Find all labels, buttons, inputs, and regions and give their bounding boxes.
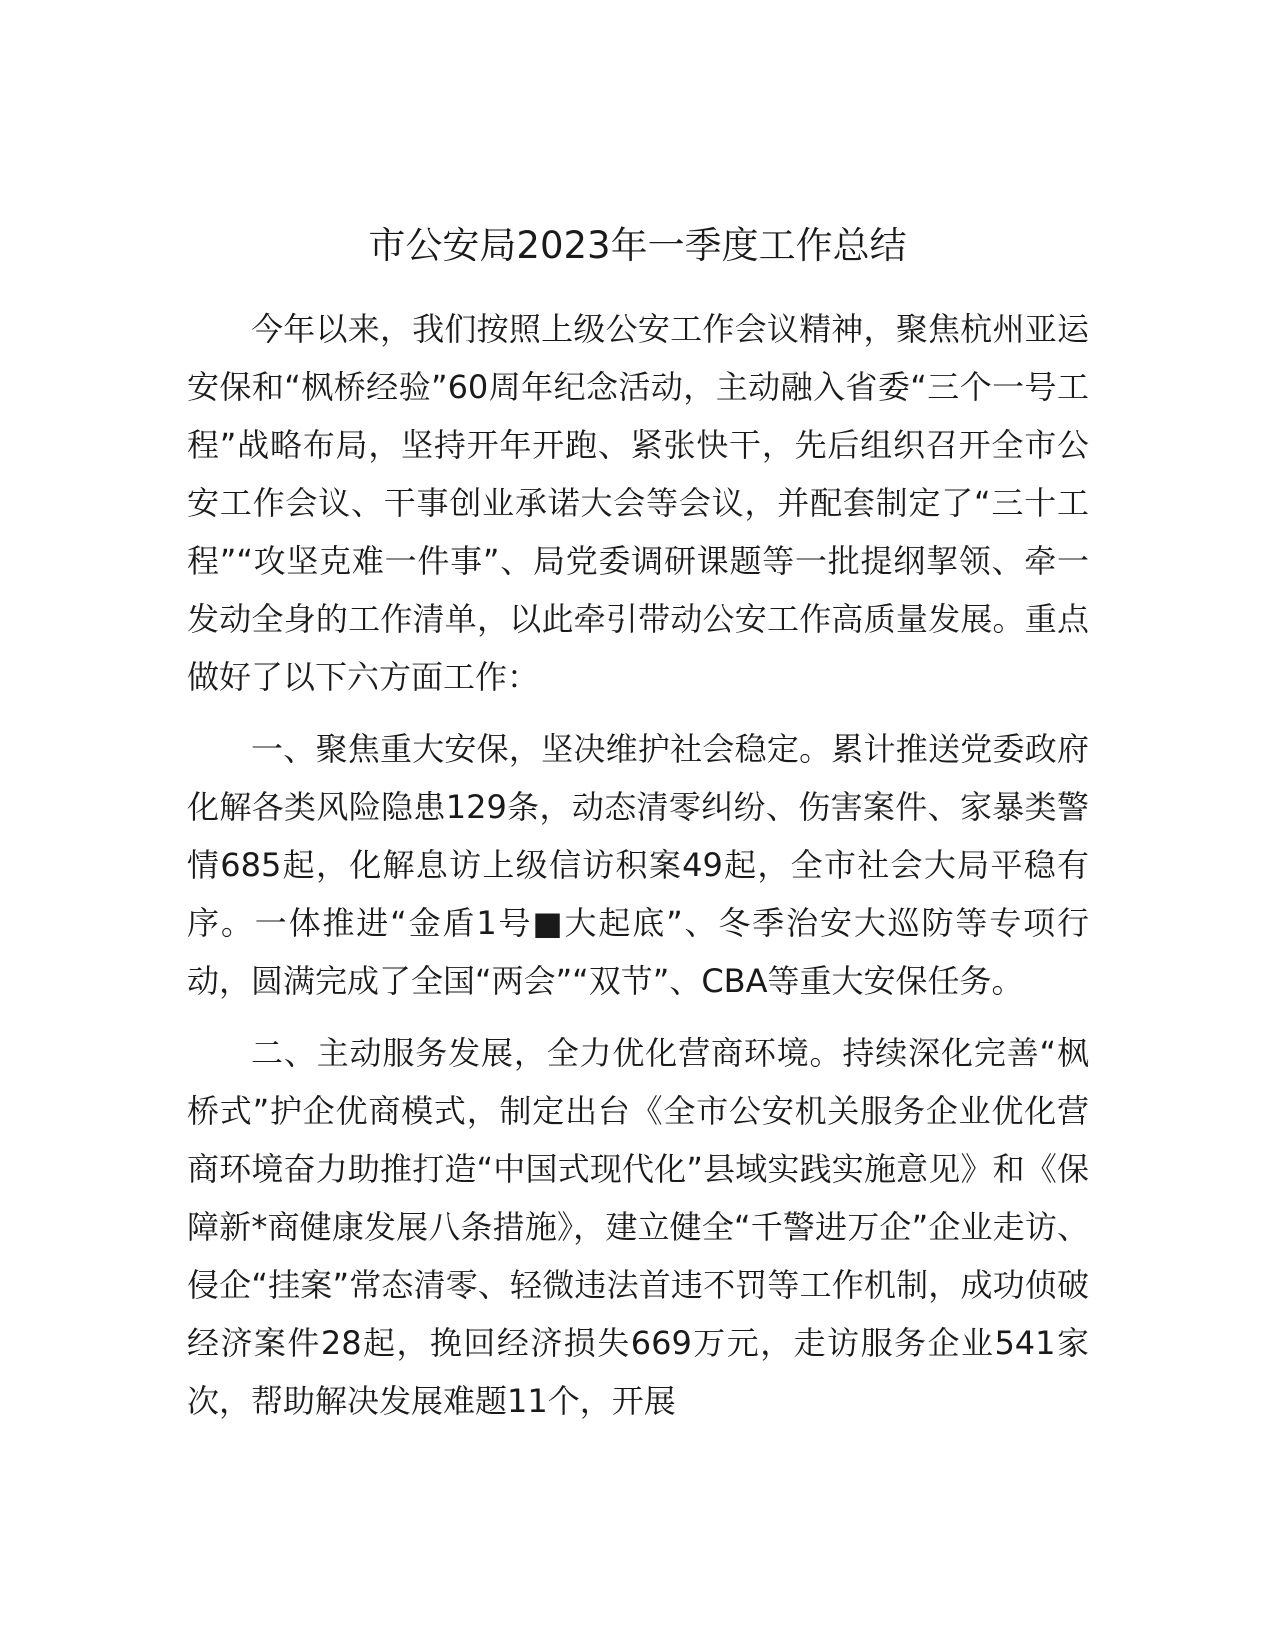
document-body <box>187 300 1089 1430</box>
section-one-paragraph: 一、聚焦重大安保，坚决维护社会稳定。累计推送党委政府化解各类风险隐患129条，动态清零纠纷、伤害案件、家暴类警情685起，化解息访上级信访积案49起，全市社会大局平稳有序。一体推进“金盾1号■大起底”、冬季治安大巡防等专项行动，圆满完成了全国“两会”“双节”、CBA等重大安保任务。 <box>187 730 1089 1000</box>
document-title: 市公安局2023年一季度工作总结 <box>368 224 907 267</box>
intro-paragraph: 今年以来，我们按照上级公安工作会议精神，聚焦杭州亚运安保和“枫桥经验”60周年纪念活动，主动融入省委“三个一号工程”战略布局，坚持开年开跑、紧张快干，先后组织召开全市公安工作会议、干事创业承诺大会等会议，并配套制定了“三十工程”“攻坚克难一件事”、局党委调研课题等一批提纲挈领、牵一发动全身的工作清单，以此牵引带动公安工作高质量发展。重点做好了以下六方面工作： <box>187 310 1089 696</box>
section-two-paragraph: 二、主动服务发展，全力优化营商环境。持续深化完善“枫桥式”护企优商模式，制定出台《全市公安机关服务企业优化营商环境奋力助推打造“中国式现代化”县域实践实施意见》和《保障新*商健康发展八条措施》，建立健全“千警进万企”企业走访、侵企“挂案”常态清零、轻微违法首违不罚等工作机制，成功侦破经济案件28起，挽回经济损失669万元，走访服务企业541家次，帮助解决发展难题11个，开展 <box>187 1034 1089 1420</box>
